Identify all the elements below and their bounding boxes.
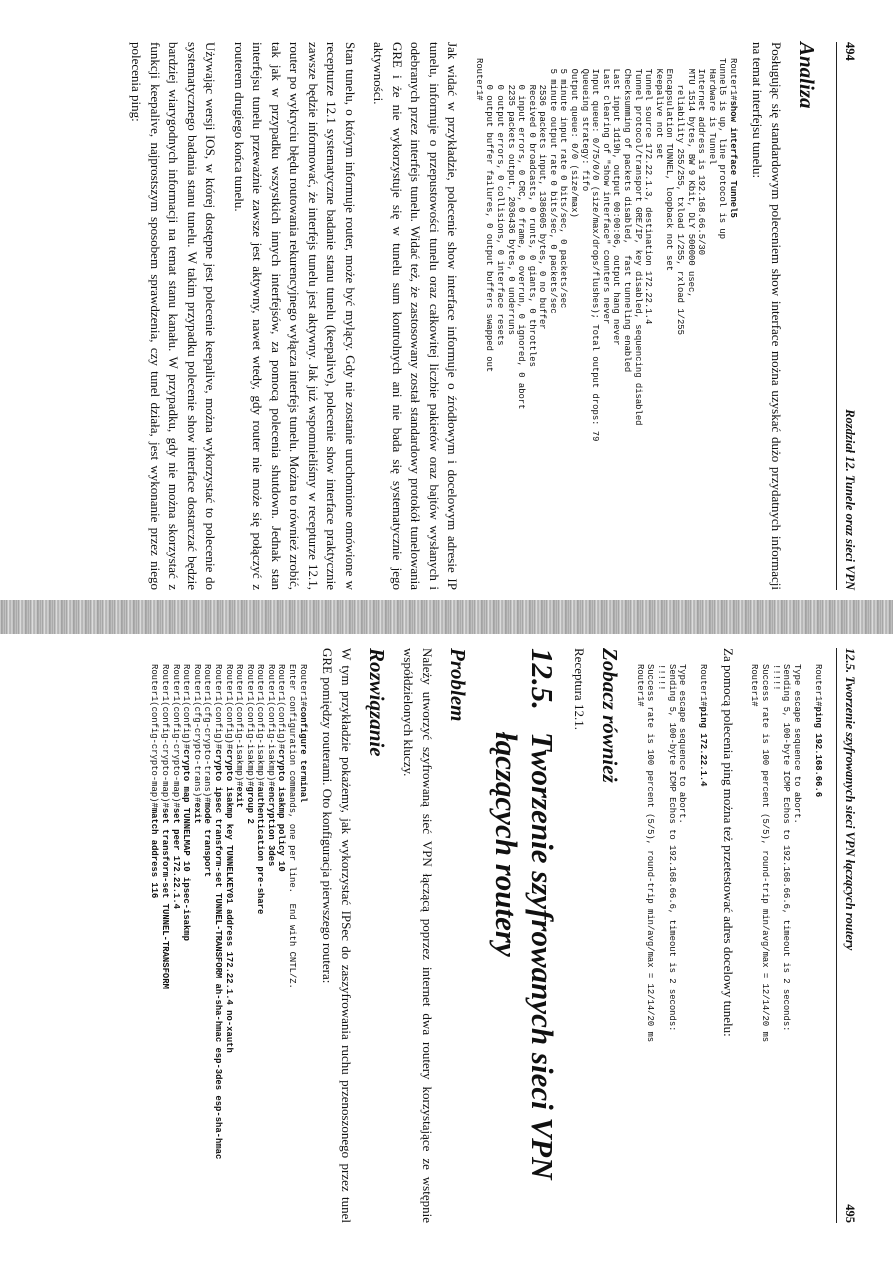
code-prompt: Router1# xyxy=(813,664,823,707)
code-line: Type escape sequence to abort. xyxy=(677,664,688,824)
code-line: Input queue: 0/75/0/0 (size/max/drops/flushes); Total output drops: 79 xyxy=(590,58,601,442)
code-line xyxy=(276,664,287,1223)
code-line xyxy=(297,664,308,1223)
code-line: Keepalive not set xyxy=(653,58,664,160)
code-prompt: Router1# xyxy=(749,664,760,707)
code-command: crypto isakmp key TUNNELKEY01 address 172.22.1.4 no-xauth xyxy=(223,749,234,1053)
code-line: Hardware is Tunnel xyxy=(706,58,717,165)
code-line: 5 minute input rate 0 bits/sec, 0 packets/sec xyxy=(558,58,569,309)
see-also-text: Receptura 12.1. xyxy=(572,648,588,730)
code-line: Last input 1d19h, output 00:00:06, output hang never xyxy=(611,58,622,346)
code-command: show interface Tunnel5 xyxy=(728,100,738,218)
code-line: 2235 packets output, 2036436 bytes, 0 underruns xyxy=(505,58,516,335)
code-prompt: Router1(config-crypto-map)# xyxy=(159,664,170,808)
code-line: Sending 5, 100-byte ICMP Echos to 192.168.66.6, timeout is 2 seconds: xyxy=(666,664,677,1032)
left-page-header xyxy=(836,42,857,590)
code-line: Tunnel source 172.22.1.3, destination 172.22.1.4 xyxy=(643,58,654,325)
code-prompt: Router1(config)# xyxy=(212,664,223,750)
section-title-text: Tworzenie szyfrowanych sieci VPN łączących routery xyxy=(488,732,560,1180)
code-show-interface xyxy=(473,58,738,590)
code-prompt: Router1(config-isakmp)# xyxy=(234,664,245,787)
code-line: Sending 5, 100-byte ICMP Echos to 192.168.66.6, timeout is 2 seconds: xyxy=(781,664,792,1032)
code-line: Received 0 broadcasts, 0 runts, 0 giants, 0 throttles xyxy=(526,58,537,367)
code-line: 0 output errors, 0 collisions, 0 interface resets xyxy=(494,58,505,346)
code-line: Type escape sequence to abort. xyxy=(791,664,802,824)
code-command: group 2 xyxy=(244,786,255,824)
code-line: !!!!! xyxy=(655,664,666,691)
heading-see-also: Zobacz również xyxy=(598,648,623,783)
left-page-body xyxy=(117,42,825,590)
code-line: Queueing strategy: fifo xyxy=(579,58,590,192)
book-gutter xyxy=(0,600,893,634)
solution-text: W tym przykładzie pokażemy, jak wykorzystać IPSec do zaszyfrowania ruchu przenoszonego przez tunel GRE pomiędzy routerami. Oto konfiguracja pierwszego routera: xyxy=(320,648,354,1223)
code-line: Tunnel protocol/transport GRE/IP, key disabled, sequencing disabled xyxy=(632,58,643,426)
code-line xyxy=(181,664,192,1223)
code-line: 0 output buffer failures, 0 output buffers swapped out xyxy=(484,58,495,373)
code-line xyxy=(265,664,276,1223)
code-ping-tunnel xyxy=(749,664,823,1223)
heading-analiza: Analiza xyxy=(795,42,819,109)
code-router-config xyxy=(149,664,308,1223)
code-line xyxy=(255,664,266,1223)
code-command: crypto isakmp policy 10 xyxy=(276,749,287,872)
code-line: Success rate is 100 percent (5/5), round-trip min/avg/max = 12/14/20 ms xyxy=(760,664,771,1043)
code-command: configure terminal xyxy=(297,706,308,803)
code-line xyxy=(687,664,698,1223)
code-command: set transform-set TUNNEL-TRANSFORM xyxy=(159,807,170,989)
code-line xyxy=(634,664,645,1223)
code-line: Encapsulation TUNNEL, loopback not set xyxy=(664,58,675,272)
code-command: authentication pre-share xyxy=(255,786,266,915)
code-command: mode transport xyxy=(202,802,213,878)
running-head-right: 12.5. Tworzenie szyfrowanych sieci VPN łączących routery xyxy=(843,648,857,951)
code-line xyxy=(191,664,202,1223)
code-command: ping 192.168.66.6 xyxy=(813,706,823,798)
code-line xyxy=(170,664,181,1223)
code-prompt: Router1# xyxy=(473,58,484,101)
code-line xyxy=(244,664,255,1223)
heading-solution: Rozwiązanie xyxy=(364,648,389,757)
code-line xyxy=(159,664,170,1223)
code-line xyxy=(812,664,823,1223)
code-command: exit xyxy=(191,802,202,824)
code-command: ping 172.22.1.4 xyxy=(698,706,709,787)
running-head-left: Rozdział 12. Tunele oraz sieci VPN xyxy=(843,409,857,590)
code-command: set peer 172.22.1.4 xyxy=(170,807,181,910)
left-page xyxy=(0,42,893,590)
code-prompt: Router1# xyxy=(297,664,308,707)
code-command: crypto map TUNNELMAP 10 ipsec-isakmp xyxy=(181,749,192,941)
code-line: Last clearing of "show interface" counters never xyxy=(600,58,611,325)
code-prompt: Router1# xyxy=(634,664,645,707)
code-line xyxy=(749,664,760,1223)
code-line xyxy=(802,664,813,1223)
section-number: 12.5. xyxy=(524,648,560,710)
code-line: Enter configuration commands, one per line. End with CNTL/Z. xyxy=(287,664,298,989)
paragraph-show-interface: Jak widać w przykładzie, polecenie show interface informuje o źródłowym i docelowym adresie IP tunelu, informuje o przepustowości tunelu oraz całkowitej liczbie pakietów oraz bajtów wysłanych i odebranych przez interfejs tunelu. Widać też, że zastosowany został standardowy protokół tunelowania GRE i że nie wykorzystuje się w tunelu sum kontrolnych ani nie bada się systematycznie jego aktywności. xyxy=(371,42,461,590)
paragraph-keepalive: Używając wersji IOS, w której dostępne jest polecenie keepalive, można wykorzystać to polecenie do systematycznego badania stanu tunelu. W takim przypadku polecenie show interface dostarczać będzie bardziej wiarygodnych informacji na temat stanu kanału. W przypadku, gdy nie można skorzystać z funkcji keepalive, najprostszym sposobem sprawdzenia, czy tunel działa, jest wykonanie przez niego polecenia ping: xyxy=(129,42,219,590)
code-prompt: Router1(cfg-crypto-trans)# xyxy=(191,664,202,803)
page-number-right: 495 xyxy=(843,1204,857,1223)
page-number-left: 494 xyxy=(843,42,857,61)
code-prompt: Router1(config-isakmp)# xyxy=(265,664,276,787)
code-line: Internet address is 192.168.66.5/30 xyxy=(696,58,707,256)
code-ping-destination xyxy=(634,664,708,1223)
code-line xyxy=(698,664,709,1223)
code-prompt: Router1# xyxy=(728,58,738,101)
code-line: Output queue: 0/0 (size/max) xyxy=(569,58,580,218)
code-line: 2536 packets input, 1386605 bytes, 0 no buffer xyxy=(537,58,548,330)
code-line: 0 input errors, 0 CRC, 0 frame, 0 overrun, 0 ignored, 0 abort xyxy=(516,58,527,410)
code-line: !!!!! xyxy=(770,664,781,691)
intro-paragraph: Posługując się standardowym poleceniem show interface można uzyskać dużo przydatnych informacji na temat interfejsu tunelu: xyxy=(750,42,784,590)
code-prompt: Router1(config)# xyxy=(181,664,192,750)
code-line xyxy=(149,664,160,1223)
paragraph-ping-destination: Za pomocą polecenia ping można też przetestować adres docelowy tunelu: xyxy=(720,648,736,1037)
code-prompt: Router1# xyxy=(698,664,709,707)
code-line: MTU 1514 bytes, BW 9 Kbit, DLY 500000 usec, xyxy=(685,58,696,298)
code-line: Tunnel5 is up, line protocol is up xyxy=(717,58,728,240)
code-line xyxy=(212,664,223,1223)
code-prompt: Router1(config-crypto-map)# xyxy=(149,664,160,808)
right-page xyxy=(0,648,893,1223)
code-prompt: Router1(config)# xyxy=(223,664,234,750)
right-page-body xyxy=(137,648,825,1223)
code-line xyxy=(202,664,213,1223)
code-prompt: Router1(config-isakmp)# xyxy=(244,664,255,787)
code-prompt: Router1(config-isakmp)# xyxy=(255,664,266,787)
code-line xyxy=(727,58,738,590)
code-line xyxy=(473,58,484,590)
heading-problem: Problem xyxy=(445,648,470,722)
section-title xyxy=(488,648,560,1223)
code-line: Checksumming of packets disabled, fast tunneling enabled xyxy=(622,58,633,373)
code-command: encryption 3des xyxy=(265,786,276,867)
right-page-header xyxy=(836,648,857,1223)
code-command: match address 116 xyxy=(149,807,160,899)
code-line: Success rate is 100 percent (5/5), round-trip min/avg/max = 12/14/20 ms xyxy=(645,664,656,1043)
code-line xyxy=(234,664,245,1223)
paragraph-tunnel-state: Stan tunelu, o którym informuje router, może być mylący. Gdy nie zostanie uruchomione omówione w recepturze 12.1 systematyczne badanie stanu tunelu (keepalive), polecenie show interface praktycznie zawsze będzie informować, że interfejs tunelu jest aktywny. Jak już wspomnieliśmy w recepturze 12.1, router po wykryciu błędu routowania rekurencyjnego wyłącza interfejs tunelu. Można to również zrobić, tak jak w przypadku wszystkich innych interfejsów, za pomocą polecenia shutdown. Jednak stan interfejsu tunelu przeważnie zawsze jest aktywny, nawet wtedy, gdy router nie może się połączyć z routerem drugiego końca tunelu. xyxy=(231,42,358,590)
code-line: reliability 255/255, txload 1/255, rxload 1/255 xyxy=(675,58,686,335)
code-prompt: Router1(config)# xyxy=(276,664,287,750)
code-line: 5 minute output rate 0 bits/sec, 0 packets/sec xyxy=(547,58,558,314)
code-prompt: Router1(cfg-crypto-trans)# xyxy=(202,664,213,803)
code-command: exit xyxy=(234,786,245,808)
problem-text: Należy utworzyć szyfrowaną sieć VPN łączącą poprzez internet dwa routery korzystające ze wstępnie współdzielonych kluczy. xyxy=(401,648,435,1223)
code-line xyxy=(223,664,234,1223)
code-command: crypto ipsec transform-set TUNNEL-TRANSFORM ah-sha-hmac esp-3des esp-sha-hmac xyxy=(212,749,223,1160)
code-prompt: Router1(config-crypto-map)# xyxy=(170,664,181,808)
